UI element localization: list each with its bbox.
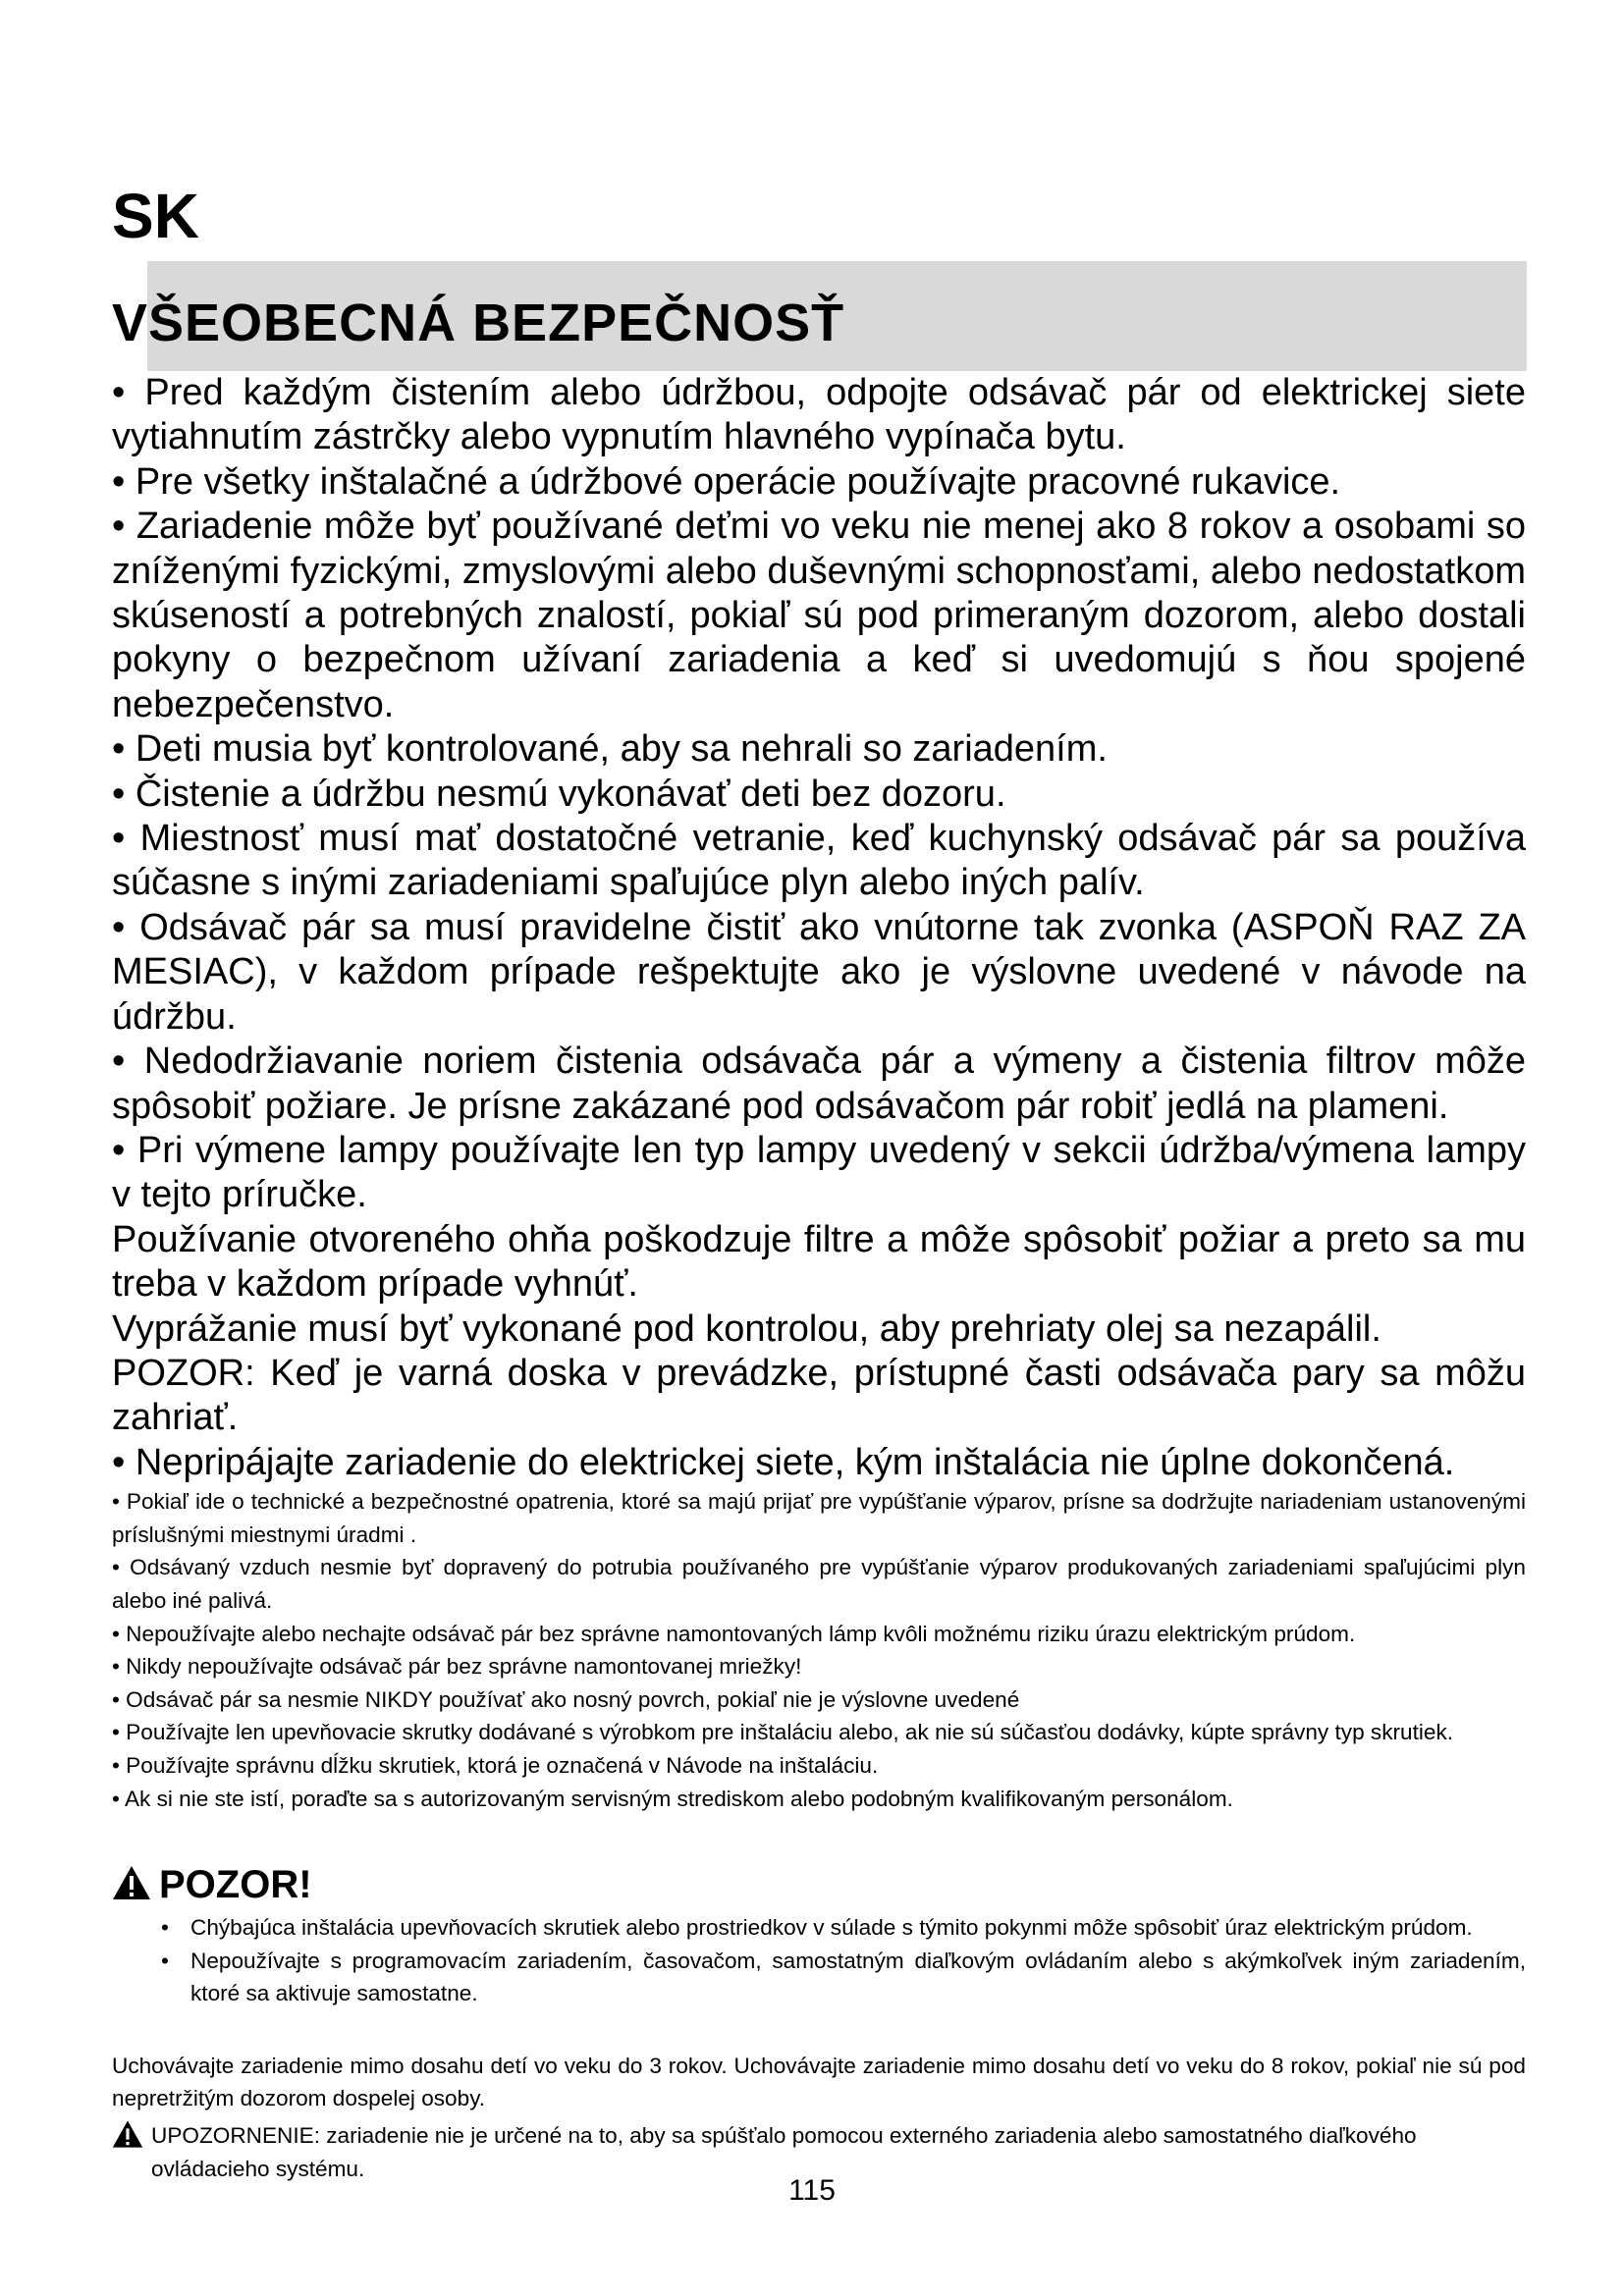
page-number: 115: [788, 2174, 836, 2207]
document-body: [112, 371, 1526, 2185]
warning-heading: [112, 1860, 1526, 1909]
safety-item: • Zariadenie môže byť používané deťmi vo veku nie menej ako 8 rokov a osobami so zníženými fyzickými, zmyslovými alebo duševnými schopnosťami, alebo nedostatkom skúseností a potrebných znalostí, pokiaľ sú pod primeraným dozorom, alebo dostali pokyny o bezpečnom užívaní zariadenia a keď si uvedomujú s ňou spojené nebezpečenstvo.: [112, 506, 1526, 725]
warning-title: POZOR!: [159, 1863, 312, 1907]
safety-item: • Odsávač pár sa musí pravidelne čistiť ako vnútorne tak zvonka (ASPOŇ RAZ ZA MESIAC), v každom prípade rešpektujte ako je výslovne uvedené v návode na údržbu.: [112, 906, 1526, 1038]
warning-triangle-icon: [112, 2119, 143, 2154]
safety-item: Vyprážanie musí byť vykonané pod kontrolou, aby prehriaty olej sa nezapálil.: [112, 1308, 1381, 1350]
safety-item: POZOR: Keď je varná doska v prevádzke, prístupné časti odsávača pary sa môžu zahriať.: [112, 1352, 1526, 1439]
storage-note: Uchovávajte zariadenie mimo dosahu detí vo veku do 3 rokov. Uchovávajte zariadenie mimo dosahu detí vo veku do 8 rokov, pokiaľ nie sú pod nepretržitým dozorom dospelej osoby.: [112, 2053, 1526, 2111]
safety-item-small: • Odsávač pár sa nesmie NIKDY používať ako nosný povrch, pokiaľ nie je výslovne uvedené: [112, 1686, 1020, 1712]
safety-item: • Miestnosť musí mať dostatočné vetranie, keď kuchynský odsávač pár sa používa súčasne s inými zariadeniami spaľujúce plyn alebo iných palív.: [112, 818, 1526, 904]
section-title: VŠEOBECNÁ BEZPEČNOSŤ: [112, 294, 845, 352]
language-code: SK: [112, 181, 199, 251]
warning-triangle-icon: [112, 1865, 151, 1905]
safety-item: • Čistenie a údržbu nesmú vykonávať deti bez dozoru.: [112, 773, 1006, 815]
safety-item: • Nepripájajte zariadenie do elektrickej siete, kým inštalácia nie úplne dokončená.: [112, 1441, 1455, 1483]
safety-item-small: • Používajte len upevňovacie skrutky dodávané s výrobkom pre inštaláciu alebo, ak nie sú súčasťou dodávky, kúpte správny typ skrutiek.: [112, 1720, 1454, 1745]
safety-item: • Nedodržiavanie noriem čistenia odsávača pár a výmeny a čistenia filtrov môže spôsobiť požiare. Je prísne zakázané pod odsávačom pár robiť jedlá na plameni.: [112, 1041, 1526, 1127]
safety-item: • Pre všetky inštalačné a údržbové operácie používajte pracovné rukavice.: [112, 460, 1341, 503]
safety-item-small: • Nepoužívajte alebo nechajte odsávač pár bez správne namontovaných lámp kvôli možnému riziku úrazu elektrickým prúdom.: [112, 1621, 1356, 1646]
warning-item: • Nepoužívajte s programovacím zariadením, časovačom, samostatným diaľkovým ovládaním alebo s akýmkoľvek iným zariadením, ktoré sa aktivuje samostatne.: [161, 1945, 1526, 2010]
safety-item-small: • Pokiaľ ide o technické a bezpečnostné opatrenia, ktoré sa majú prijať pre vypúšťanie výparov, prísne sa dodržujte nariadeniam ustanovenými príslušnými miestnymi úradmi .: [112, 1489, 1526, 1547]
warning-item: • Chýbajúca inštalácia upevňovacích skrutiek alebo prostriedkov v súlade s týmito pokynmi môže spôsobiť úraz elektrickým prúdom.: [161, 1911, 1526, 1945]
safety-item: • Deti musia byť kontrolované, aby sa nehrali so zariadením.: [112, 728, 1108, 771]
safety-item-small: • Ak si nie ste istí, poraďte sa s autorizovaným servisným strediskom alebo podobným kvalifikovaným personálom.: [112, 1786, 1233, 1811]
notice-text: UPOZORNENIE: zariadenie nie je určené na to, aby sa spúšťalo pomocou externého zariadenia alebo samostatného diaľkového ovládacieho systému.: [151, 2123, 1417, 2181]
safety-item: • Pri výmene lampy používajte len typ lampy uvedený v sekcii údržba/výmena lampy v tejto príručke.: [112, 1129, 1526, 1216]
safety-item-small: • Nikdy nepoužívajte odsávač pár bez správne namontovanej mriežky!: [112, 1654, 802, 1680]
safety-item-small: • Odsávaný vzduch nesmie byť dopravený do potrubia používaného pre vypúšťanie výparov produkovaných zariadeniami spaľujúcimi plyn alebo iné palivá.: [112, 1555, 1526, 1613]
safety-item-small: • Používajte správnu dĺžku skrutiek, ktorá je označená v Návode na inštaláciu.: [112, 1752, 879, 1778]
safety-item: Používanie otvoreného ohňa poškodzuje filtre a môže spôsobiť požiar a preto sa mu treba v každom prípade vyhnúť.: [112, 1218, 1526, 1306]
warning-list: [112, 1911, 1526, 2010]
safety-item: • Pred každým čistením alebo údržbou, odpojte odsávač pár od elektrickej siete vytiahnutím zástrčky alebo vypnutím hlavného vypínača bytu.: [112, 372, 1526, 458]
